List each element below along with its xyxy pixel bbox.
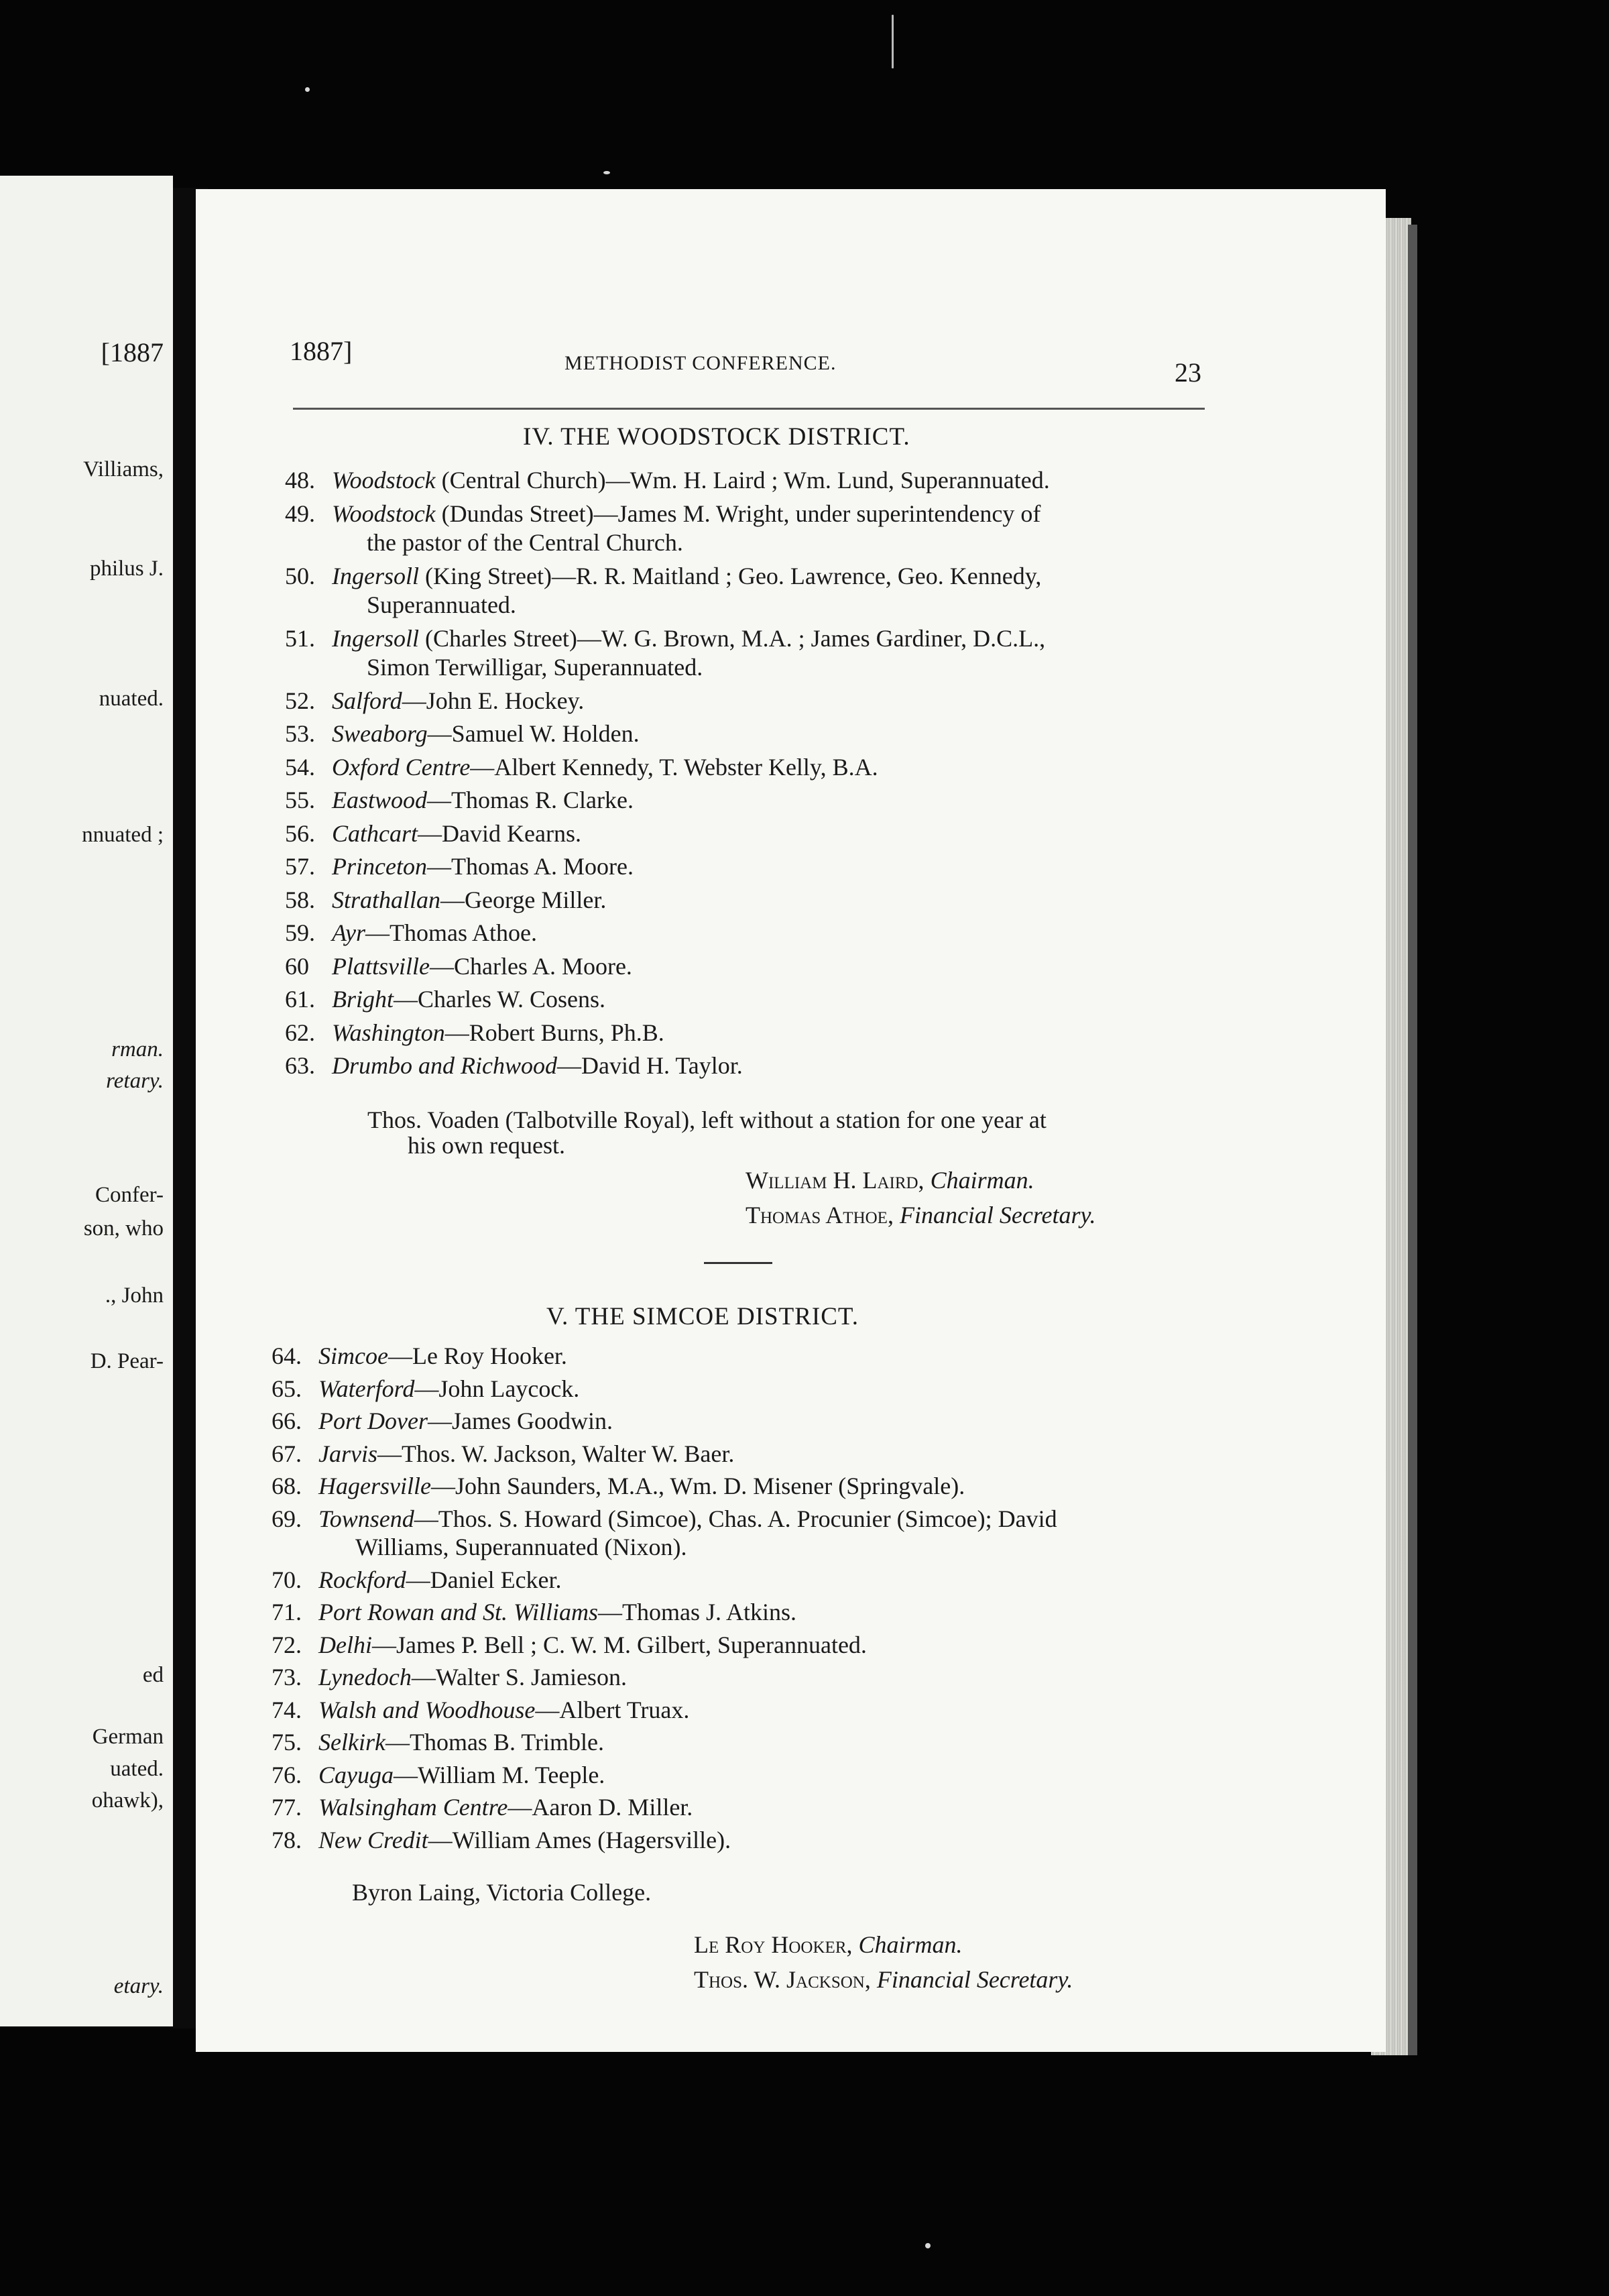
circuit-name: Woodstock xyxy=(332,500,436,527)
left-page-fragment: rman. xyxy=(111,1037,164,1061)
appointment-text: —Albert Kennedy, T. Webster Kelly, B.A. xyxy=(470,753,878,781)
list-item xyxy=(285,852,634,881)
list-item xyxy=(272,1630,867,1660)
appointment-text: —James P. Bell ; C. W. M. Gilbert, Superannuated. xyxy=(371,1631,867,1658)
list-item xyxy=(285,499,1040,528)
entry-number: 51. xyxy=(285,624,315,652)
entry-number: 52. xyxy=(285,687,315,714)
entry-number: 64. xyxy=(272,1342,302,1369)
circuit-name: Cathcart xyxy=(332,819,418,847)
circuit-name: Washington xyxy=(332,1019,445,1046)
list-item xyxy=(272,1792,693,1822)
entry-number: 67. xyxy=(272,1440,302,1467)
circuit-name: Simcoe xyxy=(318,1342,388,1369)
list-item xyxy=(285,561,1041,591)
simcoe-secretary xyxy=(694,1965,1073,1994)
list-item xyxy=(272,1471,965,1501)
entry-number: 76. xyxy=(272,1761,302,1788)
circuit-name: Plattsville xyxy=(332,952,430,980)
circuit-name: Port Dover xyxy=(318,1408,428,1434)
appointment-text: (Central Church)—Wm. H. Laird ; Wm. Lund, Superannuated. xyxy=(435,467,1050,494)
appointment-text: (Charles Street)—W. G. Brown, M.A. ; James Gardiner, D.C.L., xyxy=(419,624,1046,652)
entry-number: 73. xyxy=(272,1664,302,1690)
appointment-text: —James Goodwin. xyxy=(427,1408,613,1434)
dust-speck xyxy=(603,171,610,174)
list-item xyxy=(285,686,584,715)
list-item xyxy=(285,785,634,815)
appointment-text: —Walter S. Jamieson. xyxy=(411,1664,627,1690)
left-page-fragment: uated. xyxy=(110,1757,164,1781)
list-item xyxy=(272,1565,562,1595)
appointment-text: —John Saunders, M.A., Wm. D. Misener (Springvale). xyxy=(430,1473,965,1499)
appointment-text: —William M. Teeple. xyxy=(394,1761,605,1788)
circuit-name: Sweaborg xyxy=(332,720,428,747)
circuit-name: Delhi xyxy=(318,1631,372,1658)
list-item xyxy=(285,885,606,915)
appointment-text: —Thomas J. Atkins. xyxy=(598,1599,797,1625)
left-page-fragment: ohawk), xyxy=(91,1788,164,1813)
circuit-name: Waterford xyxy=(318,1375,415,1402)
appointment-text: —Robert Burns, Ph.B. xyxy=(444,1019,664,1046)
list-item xyxy=(272,1341,567,1371)
page-number: 23 xyxy=(1175,357,1201,388)
running-header-title: METHODIST CONFERENCE. xyxy=(564,352,837,374)
circuit-name: Woodstock xyxy=(332,467,436,494)
woodstock-note-cont: his own request. xyxy=(408,1132,565,1159)
circuit-name: Bright xyxy=(332,986,394,1013)
entry-number: 77. xyxy=(272,1794,302,1821)
dust-fiber xyxy=(892,15,894,68)
entry-number: 68. xyxy=(272,1473,302,1499)
circuit-name: Selkirk xyxy=(318,1729,385,1756)
entry-number: 69. xyxy=(272,1505,302,1532)
list-item xyxy=(272,1439,734,1469)
entry-number: 61. xyxy=(285,986,315,1013)
chairman-name: William H. Laird, xyxy=(746,1167,925,1194)
entry-number: 53. xyxy=(285,720,315,747)
woodstock-note: Thos. Voaden (Talbotville Royal), left without a station for one year at xyxy=(367,1106,1047,1133)
simcoe-note: Byron Laing, Victoria College. xyxy=(352,1879,652,1906)
entry-continuation: Williams, Superannuated (Nixon). xyxy=(355,1534,687,1560)
entry-number: 58. xyxy=(285,886,315,913)
list-item xyxy=(272,1374,579,1403)
entry-number: 75. xyxy=(272,1729,302,1756)
circuit-name: Oxford Centre xyxy=(332,753,471,781)
list-item xyxy=(272,1597,796,1627)
left-page-fragment: nnuated ; xyxy=(82,823,164,847)
appointment-text: —Daniel Ecker. xyxy=(406,1566,562,1593)
entry-number: 48. xyxy=(285,467,315,494)
appointment-text: —Thos. S. Howard (Simcoe), Chas. A. Procunier (Simcoe); David xyxy=(414,1505,1057,1532)
list-item xyxy=(272,1695,689,1725)
appointment-text: —Samuel W. Holden. xyxy=(427,720,640,747)
circuit-name: Townsend xyxy=(318,1505,414,1532)
entry-number: 54. xyxy=(285,753,315,781)
list-item xyxy=(285,1051,743,1080)
list-item xyxy=(272,1406,613,1436)
appointment-text: —David Kearns. xyxy=(418,819,581,847)
list-item xyxy=(272,1760,605,1790)
appointment-text: —Charles W. Cosens. xyxy=(394,986,606,1013)
circuit-name: Jarvis xyxy=(318,1440,377,1467)
appointment-text: (King Street)—R. R. Maitland ; Geo. Lawrence, Geo. Kennedy, xyxy=(419,562,1042,589)
entry-number: 63. xyxy=(285,1052,315,1079)
woodstock-chairman xyxy=(746,1165,1034,1195)
left-facing-page xyxy=(0,176,173,2026)
left-page-fragment: ., John xyxy=(105,1283,164,1308)
entry-continuation: Superannuated. xyxy=(367,591,516,618)
left-page-fragment: Villiams, xyxy=(83,457,164,481)
entry-number: 57. xyxy=(285,853,315,880)
left-page-fragment: ed xyxy=(142,1663,164,1687)
secretary-role: Financial Secretary. xyxy=(876,1966,1073,1993)
entry-number: 62. xyxy=(285,1019,315,1046)
appointment-text: —Thomas A. Moore. xyxy=(426,853,634,880)
book-cover-edge xyxy=(1408,225,1417,2055)
list-item xyxy=(285,752,878,782)
simcoe-chairman xyxy=(694,1930,963,1959)
list-item xyxy=(285,918,537,948)
list-item xyxy=(285,984,605,1014)
list-item xyxy=(285,465,1050,495)
list-item xyxy=(272,1662,627,1692)
appointment-text: —Le Roy Hooker. xyxy=(388,1342,567,1369)
circuit-name: New Credit xyxy=(318,1826,428,1853)
appointment-text: —Thomas R. Clarke. xyxy=(427,787,634,813)
appointment-text: —John E. Hockey. xyxy=(402,687,585,714)
circuit-name: Drumbo and Richwood xyxy=(332,1052,557,1079)
chairman-name: Le Roy Hooker, xyxy=(694,1931,853,1958)
appointment-text: —Thomas B. Trimble. xyxy=(385,1729,604,1756)
entry-number: 66. xyxy=(272,1408,302,1434)
entry-number: 65. xyxy=(272,1375,302,1402)
entry-number: 55. xyxy=(285,787,315,813)
appointment-text: —Thomas Athoe. xyxy=(365,919,537,946)
circuit-name: Walsingham Centre xyxy=(318,1794,508,1821)
list-item xyxy=(272,1727,604,1757)
appointment-text: (Dundas Street)—James M. Wright, under superintendency of xyxy=(435,500,1041,527)
entry-number: 74. xyxy=(272,1696,302,1723)
entry-number: 60 xyxy=(285,952,309,980)
simcoe-district-title: V. THE SIMCOE DISTRICT. xyxy=(546,1303,859,1330)
section-divider xyxy=(704,1262,772,1264)
circuit-name: Walsh and Woodhouse xyxy=(318,1696,536,1723)
circuit-name: Ayr xyxy=(332,919,365,946)
left-page-fragment: Confer- xyxy=(95,1183,164,1207)
entry-number: 50. xyxy=(285,562,315,589)
appointment-text: —Albert Truax. xyxy=(535,1696,690,1723)
entry-number: 72. xyxy=(272,1631,302,1658)
dust-speck xyxy=(925,2243,931,2248)
secretary-role: Financial Secretary. xyxy=(899,1202,1096,1228)
woodstock-district-title: IV. THE WOODSTOCK DISTRICT. xyxy=(523,423,910,451)
list-item xyxy=(285,719,640,748)
entry-continuation: Simon Terwilligar, Superannuated. xyxy=(367,654,703,681)
appointment-text: —David H. Taylor. xyxy=(557,1052,743,1079)
chairman-role: Chairman. xyxy=(858,1931,963,1958)
appointment-text: —Aaron D. Miller. xyxy=(508,1794,693,1821)
circuit-name: Salford xyxy=(332,687,402,714)
entry-continuation: the pastor of the Central Church. xyxy=(367,529,683,556)
woodstock-secretary xyxy=(746,1200,1096,1230)
list-item xyxy=(285,1018,664,1047)
appointment-text: —Thos. W. Jackson, Walter W. Baer. xyxy=(377,1440,735,1467)
left-page-fragment: retary. xyxy=(106,1069,164,1093)
list-item xyxy=(285,819,581,848)
entry-number: 70. xyxy=(272,1566,302,1593)
circuit-name: Lynedoch xyxy=(318,1664,412,1690)
circuit-name: Ingersoll xyxy=(332,624,419,652)
circuit-name: Eastwood xyxy=(332,787,428,813)
appointment-text: —John Laycock. xyxy=(414,1375,580,1402)
entry-number: 78. xyxy=(272,1826,302,1853)
left-page-fragment: D. Pear- xyxy=(90,1349,164,1373)
left-page-fragment: etary. xyxy=(113,1974,164,1998)
chairman-role: Chairman. xyxy=(930,1167,1034,1194)
circuit-name: Port Rowan and St. Williams xyxy=(318,1599,599,1625)
entry-number: 71. xyxy=(272,1599,302,1625)
secretary-name: Thos. W. Jackson, xyxy=(694,1966,871,1993)
list-item xyxy=(285,952,632,981)
entry-number: 56. xyxy=(285,819,315,847)
header-rule xyxy=(293,408,1205,410)
list-item xyxy=(272,1504,1057,1534)
list-item xyxy=(272,1825,731,1855)
left-page-fragment: son, who xyxy=(83,1216,164,1241)
left-page-fragment: German xyxy=(92,1725,164,1749)
running-header-year: 1887] xyxy=(290,336,353,366)
list-item xyxy=(285,624,1045,653)
left-page-year: [1887 xyxy=(101,337,164,367)
entry-number: 59. xyxy=(285,919,315,946)
entry-number: 49. xyxy=(285,500,315,527)
circuit-name: Princeton xyxy=(332,853,427,880)
left-page-fragment: philus J. xyxy=(89,557,164,581)
secretary-name: Thomas Athoe, xyxy=(746,1202,894,1228)
circuit-name: Ingersoll xyxy=(332,562,419,589)
circuit-name: Cayuga xyxy=(318,1761,394,1788)
circuit-name: Hagersville xyxy=(318,1473,431,1499)
appointment-text: —George Miller. xyxy=(440,886,607,913)
dust-speck xyxy=(305,87,310,92)
circuit-name: Rockford xyxy=(318,1566,406,1593)
left-page-fragment: nuated. xyxy=(99,687,164,711)
appointment-text: —Charles A. Moore. xyxy=(429,952,632,980)
circuit-name: Strathallan xyxy=(332,886,441,913)
appointment-text: —William Ames (Hagersville). xyxy=(428,1826,731,1853)
